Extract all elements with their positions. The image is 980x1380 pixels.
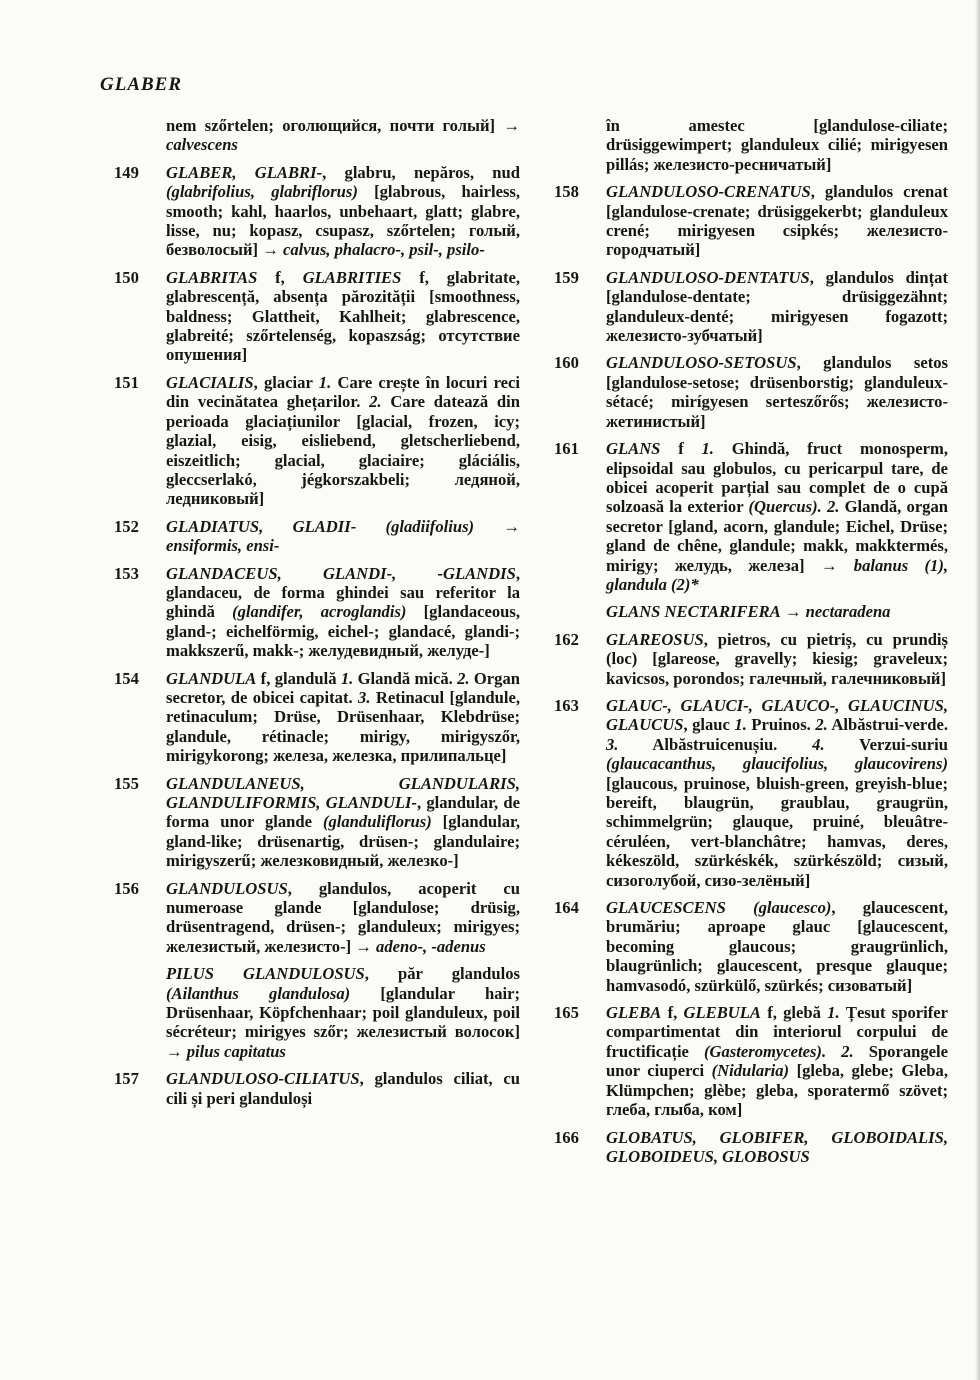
dictionary-entry-continuation <box>548 602 948 621</box>
entry-term: GLANDULOSO-CRENATUS <box>606 182 811 202</box>
entry-term: GLANDULOSO-DENTATUS <box>606 267 810 287</box>
entry-text: , glandulos crenat [glandulose-crenate; drüsiggekerbt; glanduleux crené; mirigyesen csipkés; железисто-городчатый] <box>606 182 948 260</box>
left-column <box>108 116 520 1116</box>
entry-text: , glaucescent, brumăriu; aproape glauc [glaucescent, becoming glaucous; graugrünlich, blaugrünlich; glaucescent, presque glauque; hamvasodó, szürkülő, szürkés; сизоватый] <box>606 898 948 995</box>
entry-term: GLANDACEUS, GLANDI-, -GLANDIS <box>166 563 516 583</box>
entry-number: 161 <box>554 439 579 459</box>
entry-term: GLAUCESCENS (glaucesco) <box>606 898 832 918</box>
entry-text: , păr glandulos <box>364 964 520 984</box>
entry-term: 4. <box>812 734 825 754</box>
entry-text: , glandulos ciliat, cu cili și peri glanduloși <box>166 1069 520 1108</box>
entry-number: 165 <box>554 1003 579 1023</box>
entry-term: adeno-, -adenus <box>376 936 486 956</box>
dictionary-entry-151 <box>108 373 520 509</box>
entry-term: 3. <box>606 734 619 754</box>
entry-text: Verzui-suriu <box>824 734 948 754</box>
entry-number: 162 <box>554 629 579 649</box>
entry-term: GLOBATUS, GLOBIFER, GLOBOIDALIS, GLOBOIDEUS, GLOBOSUS <box>606 1127 948 1166</box>
entry-text: → <box>780 602 806 622</box>
dictionary-entry-165 <box>548 1003 948 1119</box>
entry-text: f, glabritate, glabrescență, absența părozității [smoothness, baldness; Glattheit, Kahlheit; glabrescence, glabreité; szőrtelenség, kopaszság; отсутствие опушения] <box>166 267 520 365</box>
entry-text: → <box>474 516 520 536</box>
entry-number: 166 <box>554 1127 579 1147</box>
entry-term: (Ailanthus glandulosa) <box>166 983 351 1003</box>
dictionary-entry-152 <box>108 517 520 556</box>
entry-term: GLADIATUS, GLADII- (gladiifolius) <box>166 516 475 536</box>
entry-term: (Gasteromycetes). <box>704 1041 827 1061</box>
entry-text: Sporangele unor ciuperci <box>606 1041 948 1081</box>
entry-text: Care crește în locuri reci din vecinătatea ghețarilor. <box>166 372 520 412</box>
entry-number: 158 <box>554 182 579 202</box>
entry-term: ensiformis, ensi- <box>166 536 280 556</box>
dictionary-entry-161 <box>548 439 948 594</box>
entry-term: calvescens <box>166 135 238 155</box>
dictionary-entry-156 <box>108 879 520 957</box>
entry-text: [glandular, gland-like; drüsenartig, drüsen-; glandulaire; mirigyszerű; железковидный, железко-] <box>166 812 520 871</box>
entry-text: Ghindă, fruct monosperm, elipsoidal sau globulos, cu pericarpul tare, de obicei acoperit parțial sau complet de o cupă solzoasă la exterior <box>606 439 948 517</box>
entry-text: f, <box>257 267 303 287</box>
dictionary-entry-163 <box>548 696 948 890</box>
page-header: GLABER <box>100 74 183 95</box>
dictionary-entry-continuation <box>108 116 520 155</box>
entry-text: nem szőrtelen; оголющийся, почти голый] → <box>166 116 520 135</box>
entry-number: 151 <box>114 372 139 392</box>
entry-term: 1. <box>701 439 714 459</box>
entry-text: f, glandulă <box>256 668 341 688</box>
entry-term: 1. <box>734 715 747 735</box>
entry-text: Albăstruicenușiu. <box>618 734 813 754</box>
entry-term: GLACIALIS <box>166 372 254 392</box>
entry-term: GLANS NECTARIFERA <box>606 602 781 622</box>
entry-text: Țesut sporifer compartimentat din interiorul corpului de fructificație <box>606 1003 948 1061</box>
entry-text: , glandaceu, de forma ghindei sau referitor la ghindă <box>166 563 520 622</box>
dictionary-entry-158 <box>548 182 948 260</box>
dictionary-entry-160 <box>548 353 948 431</box>
entry-term: 2. <box>815 715 828 735</box>
entry-term: nectaradena <box>805 602 891 622</box>
entry-term: PILUS GLANDULOSUS <box>166 964 365 984</box>
entry-term: GLABRITIES <box>302 267 402 287</box>
entry-term: GLAREOSUS <box>606 629 704 649</box>
entry-term: GLEBULA <box>683 1003 761 1023</box>
dictionary-entry-157 <box>108 1069 520 1108</box>
entry-term: (glandifer, acroglandis) <box>232 602 407 622</box>
entry-number: 152 <box>114 516 139 536</box>
entry-term: GLANS <box>606 439 661 459</box>
entry-number: 149 <box>114 162 139 182</box>
entry-term: (glabrifolius, glabriflorus) <box>166 182 358 202</box>
entry-text: [glabrous, hairless, smooth; kahl, haarlos, unbehaart, glatt; glabre, lisse, nu; kopasz, csupasz, szőrtelen; голый, безволосый] → <box>166 182 521 260</box>
entry-text: f, glebă <box>760 1003 828 1023</box>
entry-term: 1. <box>340 668 354 688</box>
dictionary-entry-150 <box>108 268 520 365</box>
entry-term: 3. <box>358 687 371 707</box>
entry-number: 164 <box>554 898 579 918</box>
entry-term: (Quercus). <box>748 497 822 517</box>
entry-term: 1. <box>827 1003 840 1023</box>
entry-term: 1. <box>318 372 332 392</box>
dictionary-entry-164 <box>548 898 948 995</box>
dictionary-entry-149 <box>108 163 520 260</box>
entry-text: [glandular hair; Drüsenhaar, Köpfchenhaar; poil glanduleux, poil sécréteur; mirigyes szőr; железистый волосок] → <box>166 983 520 1061</box>
entry-text: Care datează din perioada glaciațiunilor [glacial, frozen, icy; glazial, eisig, eisliebend, gletscherliebend, eiszeitlich; glacial, glaciaire; gláciális, gleccserlakó, jégkorszakbeli; ледяной, ледниковый] <box>166 392 520 509</box>
entry-text: în amestec [glandulose-ciliate; drüsiggewimpert; glanduleux cilié; mirigyesen pillás; железисто-ресничатый] <box>606 116 948 174</box>
entry-text: , glaciar <box>253 372 319 392</box>
entry-text: , glandulos, acoperit cu numeroase glande [glandulose; drüsig, drüsentragend, drüsen-; glanduleux; mirigyes; железистый, железисто-] → <box>166 878 520 956</box>
entry-term: calvus, phalacro-, psil-, psilo- <box>282 240 485 260</box>
entry-term: GLANDULOSUS <box>166 878 288 898</box>
entry-text: Albăstrui-verde. <box>827 715 948 735</box>
entry-term: GLANDULA <box>166 668 257 688</box>
entry-text: , glabru, nepăros, nud <box>322 162 520 182</box>
entry-text: , pietros, cu pietriș, cu prundiș (loc) [glareose, gravelly; kiesig; graveleux; kavicsos, porondos; галечный, галечниковый] <box>606 629 948 688</box>
entry-text: Retinacul [glandule, retinaculum; Drüse, Drüsenhaar, Klebdrüse; glandule, rétinacle; mirigy, mirigyszőr, mirigykorong; железа, железка, прилипальце] <box>166 687 520 766</box>
dictionary-entry-continuation <box>548 116 948 174</box>
entry-text: , glauc <box>683 715 735 735</box>
entry-number: 160 <box>554 353 579 373</box>
entry-term: pilus capitatus <box>186 1041 286 1061</box>
entry-term: 2. <box>826 497 840 517</box>
dictionary-entry-166 <box>548 1128 948 1167</box>
entry-number: 154 <box>114 668 139 688</box>
entry-number: 163 <box>554 695 579 715</box>
entry-number: 153 <box>114 563 139 583</box>
dictionary-entry-159 <box>548 268 948 346</box>
entry-term: GLEBA <box>606 1003 662 1023</box>
page-edge-shadow <box>975 0 980 1380</box>
entry-number: 156 <box>114 878 139 898</box>
entry-term: (glanduliflorus) <box>322 812 432 832</box>
entry-term: (Nidularia) <box>711 1061 790 1081</box>
right-column <box>548 116 948 1174</box>
entry-text: f <box>660 439 702 459</box>
entry-term: 2. <box>369 392 382 412</box>
entry-number: 155 <box>114 773 139 793</box>
entry-text: Glandă, organ secretor [gland, acorn, glandule; Eichel, Drüse; gland de chêne, glandule; makk, makktermés, mirigy; желудь, железа] → <box>606 497 949 575</box>
entry-text: , glandulos dințat [glandulose-dentate; drüsiggezähnt; glanduleux-denté; mirigyesen fogazott; железисто-зубчатый] <box>606 267 948 346</box>
dictionary-entry-155 <box>108 774 520 871</box>
entry-term: GLABER, GLABRI- <box>166 162 323 182</box>
dictionary-entry-162 <box>548 630 948 688</box>
entry-text: Organ secretor, de obicei capitat. <box>166 668 520 707</box>
entry-term: GLANDULOSO-CILIATUS <box>166 1069 360 1089</box>
dictionary-entry-154 <box>108 669 520 766</box>
entry-term: GLAUC-, GLAUCI-, GLAUCO-, GLAUCINUS, GLAUCUS <box>606 695 948 735</box>
entry-text: [glaucous, pruinose, bluish-green, greyish-blue; bereift, blaugrün, graublau, graugrün, schimmelgrün; glauque, pruiné, bleuâtre-céruléen, vert-blanchâtre; hamvas, deres, kékeszöld, szürkéskék, szürkészöld; сизый, сизоголубой, сизо-зелёный] <box>606 773 948 890</box>
entry-term: (glaucacanthus, glaucifolius, glaucovirens) <box>606 754 948 774</box>
entry-text: , glandulos setos [glandulose-setose; drüsenborstig; glanduleux-sétacé; mirígyesen serteszőrős; железисто-жетинистый] <box>606 353 948 431</box>
entry-text: f, <box>661 1003 684 1023</box>
entry-term: balanus (1), glandula (2)* <box>606 555 949 594</box>
entry-text: Pruinos. <box>746 715 816 735</box>
entry-term: 2. <box>457 668 470 688</box>
entry-text: [glandaceous, gland-; eichelförmig, eichel-; glandacé, glandi-; makkszerű, makk-; желудевидный, желуде-] <box>166 602 520 661</box>
entry-term: GLANDULANEUS, GLANDULARIS, GLANDULIFORMIS, GLANDULI- <box>166 773 520 812</box>
dictionary-entry-153 <box>108 564 520 661</box>
entry-number: 150 <box>114 267 139 287</box>
entry-text: [gleba, glebe; Gleba, Klümpchen; glèbe; gleba, sporatermő szövet; глеба, глыба, ком] <box>606 1061 948 1120</box>
entry-term: GLANDULOSO-SETOSUS <box>606 353 797 373</box>
entry-term: GLABRITAS <box>166 267 258 287</box>
entry-text: , glandular, de forma unor glande <box>166 793 520 832</box>
dictionary-entry-continuation <box>108 964 520 1061</box>
entry-number: 159 <box>554 267 579 287</box>
entry-text <box>826 1042 841 1061</box>
entry-text: Glandă mică. <box>353 668 458 688</box>
entry-number: 157 <box>114 1069 139 1089</box>
entry-term: 2. <box>841 1041 854 1061</box>
